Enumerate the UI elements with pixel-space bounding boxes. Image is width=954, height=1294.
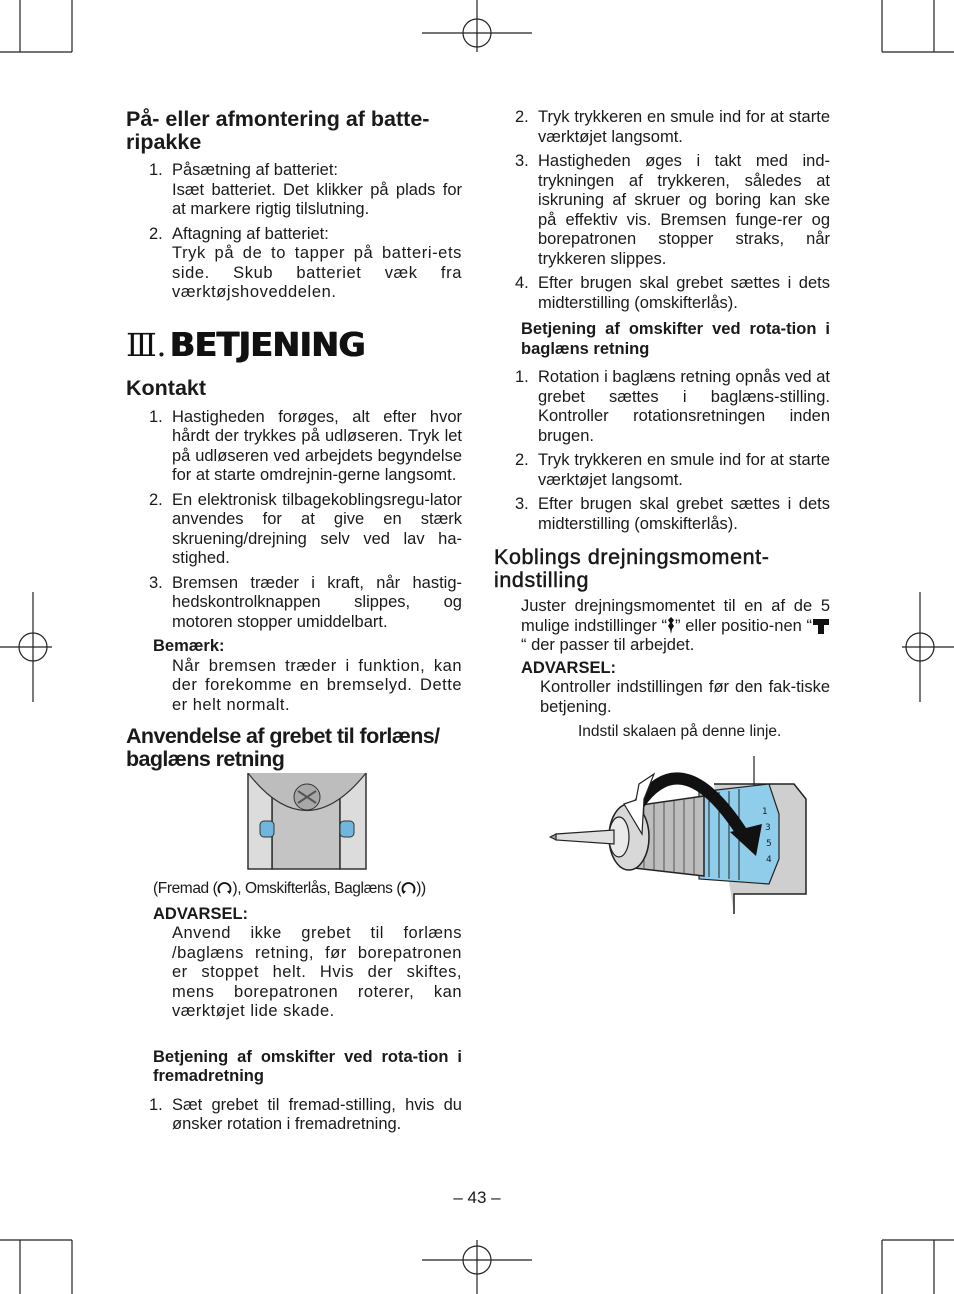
lever-heading: Anvendelse af grebet til forlæns/ baglæns retning (126, 724, 440, 771)
chapter-heading: BETJENING (170, 324, 366, 364)
svg-text:5: 5 (766, 838, 772, 849)
reverse-heading: Betjening af omskifter ved rota-tion i baglæns retning (521, 320, 830, 358)
lever-caption: (Fremad ( ), Omskifterlås, Baglæns ( )) (153, 880, 426, 897)
screw-icon (667, 617, 675, 634)
forward-list-continued (492, 108, 830, 313)
lever-warning-text: Anvend ikke grebet til forlæns /baglæns retning, før borepatronen er stoppet helt. Hvis der skiftes, mens borepatronen roterer, kan værktøjet lide skade. (172, 924, 462, 1020)
list-item-title: Påsætning af batteriet: (172, 161, 339, 179)
list-item: 3. Hastigheden øges i takt med ind-trykningen af trykkeren, således at iskruning af skruer og boring kan ske på effektiv vis. Bremsen funge-rer og borepatronen stopper straks, når trykkeren slippes. (515, 152, 830, 268)
drill-icon (812, 618, 830, 634)
direction-lever-illustration (126, 773, 462, 871)
list-item-title: Aftagning af batteriet: (172, 224, 329, 243)
list-item-text: Tryk på de to tapper på batteri-ets side. Skub batteriet væk fra værktøjshoveddelen. (172, 244, 462, 301)
list-item: 1. Rotation i baglæns retning opnås ved at grebet sættes i baglæns-stilling. Kontroller rotationsretningen inden brugen. (515, 368, 830, 445)
list-item: 3. Efter brugen skal grebet sættes i dets midterstilling (omskifterlås). (515, 495, 830, 533)
list-item: 4. Efter brugen skal grebet sættes i dets midterstilling (omskifterlås). (515, 274, 830, 312)
chapter-title (126, 324, 462, 364)
torque-warning-label: ADVARSEL: (521, 658, 617, 677)
svg-text:4: 4 (766, 854, 772, 865)
right-column (494, 108, 830, 914)
svg-text:3: 3 (765, 822, 771, 833)
left-column (126, 108, 462, 1135)
note-text: Når bremsen træder i funktion, kan der forekomme en bremselyd. Dette er helt normalt. (172, 656, 462, 714)
forward-heading: Betjening af omskifter ved rota-tion i fremadretning (153, 1047, 462, 1085)
chapter-roman: Ⅲ. (126, 325, 167, 364)
forward-list (126, 1096, 462, 1135)
kontakt-heading: Kontakt (126, 375, 207, 400)
svg-text:1: 1 (762, 806, 768, 817)
torque-text: Juster drejningsmomentet til en af de 5 mulige indstillinger “ ” eller positio-nen ““ der passer til arbejdet. (521, 597, 830, 654)
lever-warning-label: ADVARSEL: (153, 904, 249, 923)
list-item: 2. Tryk trykkeren en smule ind for at starte værktøjet langsomt. (515, 451, 830, 489)
list-item: 2. Tryk trykkeren en smule ind for at starte værktøjet langsomt. (515, 108, 830, 146)
clutch-dial-illustration (494, 744, 830, 914)
list-item: 3. Bremsen træder i kraft, når hastig-hedskontrolknappen slippes, og motoren stopper umiddelbart. (149, 573, 462, 631)
counterclockwise-arrow-icon (401, 881, 416, 896)
list-item-text: Isæt batteriet. Det klikker på plads for at markere rigtig tilslutning. (172, 180, 462, 218)
torque-heading: Koblings drejningsmoment-indstilling (494, 545, 770, 592)
list-item: 2. Aftagning af batteriet: Tryk på de to tapper på batteri-ets side. Skub batteriet væk fra værktøjshoveddelen. (149, 224, 462, 301)
list-item: 1. Hastigheden forøges, alt efter hvor hårdt der trykkes på udløseren. Tryk let på udløseren ved arbejdets begyndelse for at starte omdrejnin-gerne langsomt. (149, 407, 462, 484)
note-label: Bemærk: (153, 637, 225, 655)
page-number: – 43 – (453, 1188, 501, 1207)
reverse-list (492, 368, 830, 534)
list-item: 2. En elektronisk tilbagekoblingsregu-lator anvendes for at give en stærk skruening/drejning selv ved lav ha-stighed. (149, 490, 462, 567)
torque-warning-text: Kontroller indstillingen før den fak-tiske betjening. (540, 678, 830, 716)
figure-caption: Indstil skalaen på denne linje. (578, 723, 782, 740)
battery-heading: På- eller afmontering af batte-ripakke (126, 107, 430, 154)
list-item: 1. Sæt grebet til fremad-stilling, hvis du ønsker rotation i fremadretning. (149, 1095, 462, 1133)
clockwise-arrow-icon (217, 881, 232, 896)
battery-list (126, 161, 462, 303)
kontakt-list (126, 408, 462, 633)
list-item: 1. Påsætning af batteriet: Isæt batteriet. Det klikker på plads for at markere rigtig tilslutning. (149, 161, 462, 218)
